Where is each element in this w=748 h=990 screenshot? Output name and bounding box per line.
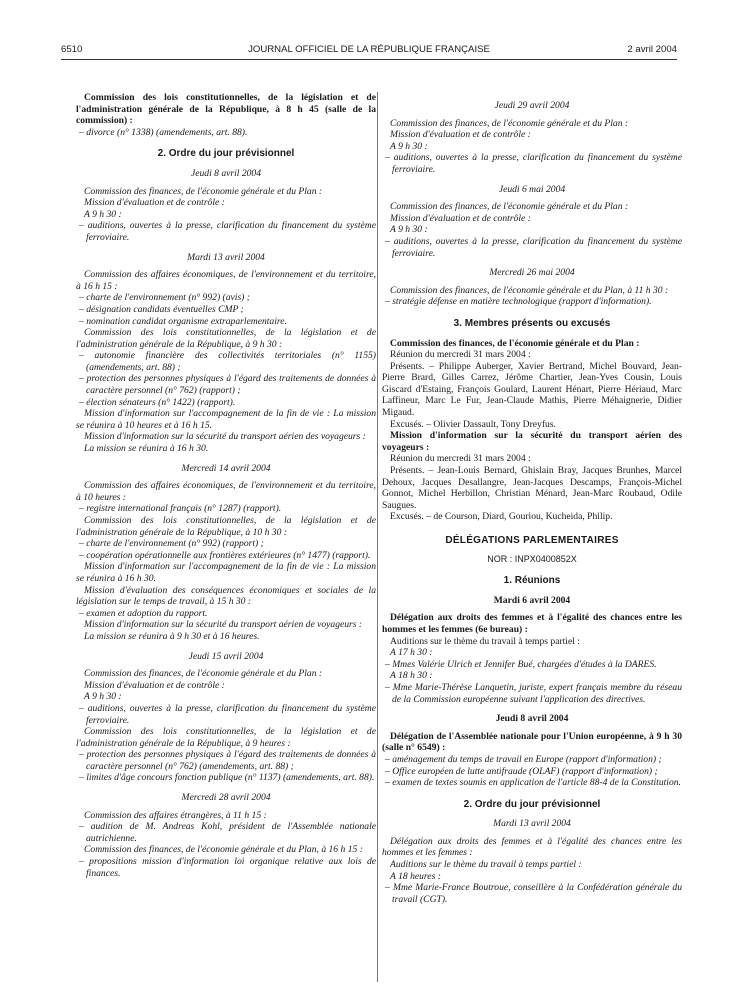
- page-number: 6510: [61, 44, 83, 55]
- agenda-line: Mission d'évaluation et de contrôle :: [84, 197, 225, 209]
- agenda-item: – examen et adoption du rapport.: [79, 607, 208, 619]
- committee-heading: Délégation aux droits des femmes et à l'égalité des chances entre les hommes et les femmes (6e bureau) :: [382, 612, 682, 635]
- agenda-line: Commission des affaires étrangères, à 11 h 15 :: [84, 809, 267, 821]
- agenda-item: – registre international français (n° 1287) (rapport).: [79, 503, 282, 515]
- agenda-line: A 9 h 30 :: [84, 208, 122, 220]
- agenda-item: – charte de l'environnement (n° 992) (rapport) ;: [79, 538, 264, 550]
- committee-heading: Délégation de l'Assemblée nationale pour l'Union européenne, à 9 h 30 (salle n° 6549) :: [382, 730, 682, 754]
- agenda-item: – auditions, ouvertes à la presse, clarification du financement du système ferroviaire.: [385, 235, 682, 259]
- agenda-line: Commission des finances, de l'économie générale et du Plan :: [84, 668, 323, 680]
- paragraph: Présents. – Jean-Louis Bernard, Ghislain Bray, Jacques Brunhes, Marcel Dehoux, Jacques Desallangre, Jean-Jacques Descamps, François-Michel Gonnot, Michel Herbillon, Christian Ménard, Jean-Marc Roubaud, Odile Saugues.: [382, 465, 682, 511]
- agenda-line: Commission des finances, de l'économie générale et du Plan, à 16 h 15 :: [84, 844, 363, 856]
- agenda-line: Mission d'information sur la sécurité du transport aérien des voyageurs :: [84, 431, 366, 443]
- agenda-line: Commission des finances, de l'économie générale et du Plan :: [84, 185, 323, 197]
- section-title: 2. Ordre du jour prévisionnel: [463, 798, 601, 810]
- paragraph: Réunion du mercredi 31 mars 2004 :: [390, 453, 531, 465]
- date-heading: Jeudi 29 avril 2004: [494, 100, 570, 111]
- agenda-line: La mission se réunira à 9 h 30 et à 16 heures.: [84, 630, 260, 642]
- agenda-item: – charte de l'environnement (n° 992) (avis) ;: [79, 292, 250, 304]
- section-title: 2. Ordre du jour prévisionnel: [157, 148, 295, 160]
- paragraph: Réunion du mercredi 31 mars 2004 :: [390, 349, 531, 361]
- agenda-line: A 17 h 30 :: [390, 647, 433, 659]
- section-title: 1. Réunions: [503, 575, 561, 587]
- agenda-line: Commission des finances, de l'économie générale et du Plan :: [390, 201, 629, 213]
- date-heading: Mardi 13 avril 2004: [187, 251, 265, 263]
- agenda-line: A 18 heures :: [390, 870, 441, 882]
- agenda-line: Mission d'évaluation et de contrôle :: [84, 679, 225, 691]
- agenda-item: – coopération opérationnelle aux frontières extérieures (n° 1477) (rapport).: [79, 549, 371, 561]
- paragraph: Auditions sur le thème du travail à temps partiel :: [390, 635, 580, 647]
- date-heading: Jeudi 6 mai 2004: [498, 183, 566, 195]
- committee-heading: Commission des lois constitutionnelles, de la législation et de l'administration générale de la République, à 8 h 45 (salle de la commission) :: [76, 92, 376, 127]
- agenda-line: Auditions sur le thème du travail à temps partiel :: [390, 859, 582, 871]
- agenda-item: – Mme Marie-France Boutroue, conseillère à la Confédération générale du travail (CGT).: [385, 882, 682, 905]
- column-divider: [377, 92, 378, 982]
- issue-date: 2 avril 2004: [627, 44, 677, 55]
- agenda-line: Mission d'évaluation et de contrôle :: [390, 129, 531, 141]
- date-heading: Jeudi 8 avril 2004: [190, 167, 262, 179]
- agenda-line: Mission d'information sur l'accompagnement de la fin de vie : La mission se réunira à 10 heures et à 16 h 15.: [76, 408, 376, 431]
- paragraph: Excusés. – de Courson, Diard, Gouriou, Kucheida, Philip.: [390, 511, 613, 523]
- agenda-item: – élection sénateurs (n° 1422) (rapport).: [79, 396, 236, 408]
- date-heading: Mercredi 14 avril 2004: [181, 462, 271, 474]
- agenda-item: – stratégie défense en matière technologique (rapport d'information).: [385, 296, 652, 308]
- agenda-item: – nomination candidat organisme extraparlementaire.: [79, 315, 287, 327]
- agenda-line: Commission des finances, de l'économie générale et du Plan :: [390, 117, 629, 129]
- agenda-line: A 18 h 30 :: [390, 670, 433, 682]
- agenda-item: – propositions mission d'information loi organique relative aux lois de finances.: [79, 856, 376, 879]
- right-column: [382, 92, 682, 905]
- committee-heading: Commission des finances, de l'économie générale et du Plan :: [390, 337, 640, 349]
- agenda-item: – aménagement du temps de travail en Europe (rapport d'information) ;: [385, 753, 662, 765]
- agenda-item: – limites d'âge concours fonction publique (n° 1137) (amendements, art. 88).: [79, 772, 375, 784]
- agenda-line: Commission des affaires économiques, de l'environnement et du territoire, à 16 h 15 :: [76, 269, 376, 292]
- agenda-item: – Office européen de lutte antifraude (OLAF) (rapport d'information) ;: [385, 765, 658, 777]
- header-rule: [61, 59, 677, 60]
- agenda-line: Mission d'évaluation et de contrôle :: [390, 212, 531, 224]
- agenda-line: Commission des finances, de l'économie générale et du Plan, à 11 h 30 :: [390, 284, 669, 296]
- agenda-item: – examen de textes soumis en application de l'article 88-4 de la Constitution.: [385, 777, 681, 789]
- date-heading: Jeudi 15 avril 2004: [188, 650, 264, 662]
- left-column: [76, 92, 376, 879]
- agenda-item: – auditions, ouvertes à la presse, clarification du financement du système ferroviaire.: [79, 702, 376, 726]
- agenda-item: – audition de M. Andreas Kohl, président de l'Assemblée nationale autrichienne.: [79, 821, 376, 844]
- date-heading: Mardi 6 avril 2004: [493, 594, 571, 606]
- date-heading: Jeudi 8 avril 2004: [495, 713, 569, 725]
- agenda-item: – protection des personnes physiques à l'égard des traitements de données à caractère personnel (n° 762) (rapport) ;: [79, 373, 376, 397]
- agenda-item: – autonomie financière des collectivités territoriales (n° 1155) (amendements, art. 88) ;: [79, 350, 376, 373]
- agenda-line: La mission se réunira à 16 h 30.: [84, 443, 209, 455]
- agenda-line: Mission d'information sur l'accompagnement de la fin de vie : La mission se réunira à 16 h 30.: [76, 561, 376, 584]
- nor-reference: NOR : INPX0400852X: [487, 553, 577, 564]
- date-heading: Mercredi 28 avril 2004: [181, 792, 271, 804]
- agenda-line: Mission d'évaluation des conséquences économiques et sociales de la législation sur le temps de travail, à 15 h 30 :: [76, 584, 376, 608]
- agenda-line: Mission d'information sur la sécurité du transport aérien de voyageurs :: [84, 619, 363, 631]
- agenda-line: A 9 h 30 :: [390, 140, 428, 152]
- agenda-item: – divorce (n° 1338) (amendements, art. 88).: [79, 126, 248, 138]
- date-heading: Mardi 13 avril 2004: [493, 818, 571, 830]
- date-heading: Mercredi 26 mai 2004: [489, 267, 575, 279]
- committee-heading: Mission d'information sur la sécurité du transport aérien des voyageurs :: [382, 430, 682, 453]
- agenda-line: Commission des lois constitutionnelles, de la législation et de l'administration générale de la République, à 9 heures :: [76, 726, 376, 749]
- journal-title: JOURNAL OFFICIEL DE LA RÉPUBLIQUE FRANÇAISE: [248, 44, 490, 55]
- agenda-line: A 9 h 30 :: [84, 691, 122, 703]
- agenda-item: – auditions, ouvertes à la presse, clarification du financement du système ferroviaire.: [79, 220, 376, 243]
- agenda-item: – Mme Marie-Thérèse Lanquetin, juriste, expert français membre du réseau de la Commission européenne suivant l'application des directives.: [385, 681, 682, 705]
- agenda-item: – désignation candidats éventuelles CMP ;: [79, 303, 244, 315]
- agenda-item: – protection des personnes physiques à l'égard des traitements de données à caractère personnel (n° 762) (amendements, art. 88) ;: [79, 749, 376, 772]
- agenda-line: Commission des lois constitutionnelles, de la législation et de l'administration générale de la République, à 9 h 30 :: [76, 327, 376, 350]
- agenda-line: Commission des lois constitutionnelles, de la législation et de l'administration générale de la République, à 10 h 30 :: [76, 515, 376, 538]
- paragraph: Présents. – Philippe Auberger, Xavier Bertrand, Michel Bouvard, Jean-Pierre Brard, Gilles Carrez, Jérôme Chartier, Jean-Yves Cousin, Louis Giscard d'Estaing, François Goulard, Laurent Hénart, Pierre Hériaud, Marc Laffineur, Marc Le Fur, Jean-Claude Mathis, Pierre Méhaignerie, Didier Migaud.: [382, 360, 682, 419]
- agenda-line: Commission des affaires économiques, de l'environnement et du territoire, à 10 heures :: [76, 480, 376, 503]
- agenda-line: Délégation aux droits des femmes et à l'égalité des chances entre les hommes et les femmes :: [382, 835, 682, 859]
- section-title: DÉLÉGATIONS PARLEMENTAIRES: [445, 535, 619, 546]
- section-title: 3. Membres présents ou excusés: [453, 317, 611, 329]
- agenda-line: A 9 h 30 :: [390, 224, 428, 236]
- paragraph: Excusés. – Olivier Dassault, Tony Dreyfus.: [390, 418, 556, 430]
- agenda-item: – auditions, ouvertes à la presse, clarification du financement du système ferroviaire.: [385, 152, 682, 175]
- agenda-item: – Mmes Valérie Ulrich et Jennifer Bué, chargées d'études à la DARES.: [385, 658, 657, 670]
